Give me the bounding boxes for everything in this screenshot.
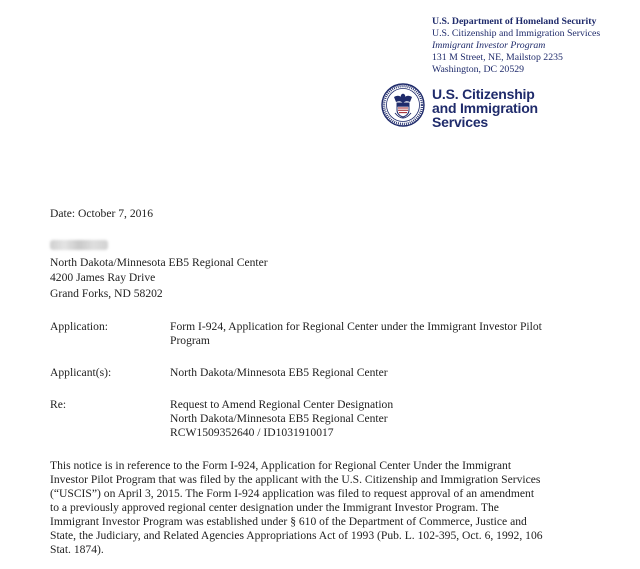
agency-address-block bbox=[432, 16, 600, 76]
address-line-2: Washington, DC 20529 bbox=[432, 64, 525, 75]
logo-line-2: and Immigration bbox=[432, 100, 538, 116]
logo-line-1: U.S. Citizenship bbox=[432, 86, 535, 102]
body-line-2: Investor Pilot Program that was filed by the applicant with the U.S. Citizenship and Immigration Services bbox=[50, 473, 541, 486]
body-line-6: State, the Judiciary, and Related Agencies Appropriations Act of 1993 (Pub. L. 102-395, Oct. 6, 1992, 106 bbox=[50, 529, 543, 542]
recipient-line-2: 4200 James Ray Drive bbox=[50, 271, 156, 284]
agency-name: U.S. Citizenship and Immigration Services bbox=[432, 28, 601, 39]
dhs-seal-icon bbox=[381, 83, 425, 127]
redacted-recipient-name bbox=[50, 240, 108, 250]
body-line-1: This notice is in reference to the Form I-924, Application for Regional Center Under the Immigrant bbox=[50, 459, 512, 472]
logo-line-3: Services bbox=[432, 114, 489, 130]
body-line-5: Immigrant Investor Program was established under § 610 of the Department of Commerce, Justice and bbox=[50, 515, 527, 528]
letter-date: Date: October 7, 2016 bbox=[50, 207, 154, 220]
department-name: U.S. Department of Homeland Security bbox=[432, 16, 597, 27]
recipient-line-1: North Dakota/Minnesota EB5 Regional Center bbox=[50, 256, 268, 269]
application-value-line-2: Program bbox=[170, 334, 210, 347]
application-label: Application: bbox=[50, 320, 108, 333]
body-line-3: (“USCIS”) on April 3, 2015. The Form I-924 application was filed to request approval of an amendment bbox=[50, 487, 535, 500]
address-line-1: 131 M Street, NE, Mailstop 2235 bbox=[432, 52, 563, 63]
applicant-label: Applicant(s): bbox=[50, 366, 112, 379]
recipient-line-3: Grand Forks, ND 58202 bbox=[50, 287, 163, 300]
program-name: Immigrant Investor Program bbox=[432, 40, 546, 51]
applicant-value: North Dakota/Minnesota EB5 Regional Center bbox=[170, 366, 388, 379]
application-value-line-1: Form I-924, Application for Regional Center under the Immigrant Investor Pilot bbox=[170, 320, 542, 333]
re-line-2: North Dakota/Minnesota EB5 Regional Center bbox=[170, 412, 388, 425]
body-line-7: Stat. 1874). bbox=[50, 543, 104, 556]
re-line-1: Request to Amend Regional Center Designation bbox=[170, 398, 394, 411]
body-line-4: to a previously approved regional center designation under the Immigrant Investor Program. The bbox=[50, 501, 499, 514]
re-line-3: RCW1509352640 / ID1031910017 bbox=[170, 426, 334, 439]
re-label: Re: bbox=[50, 398, 67, 411]
uscis-logo-text bbox=[432, 87, 538, 129]
